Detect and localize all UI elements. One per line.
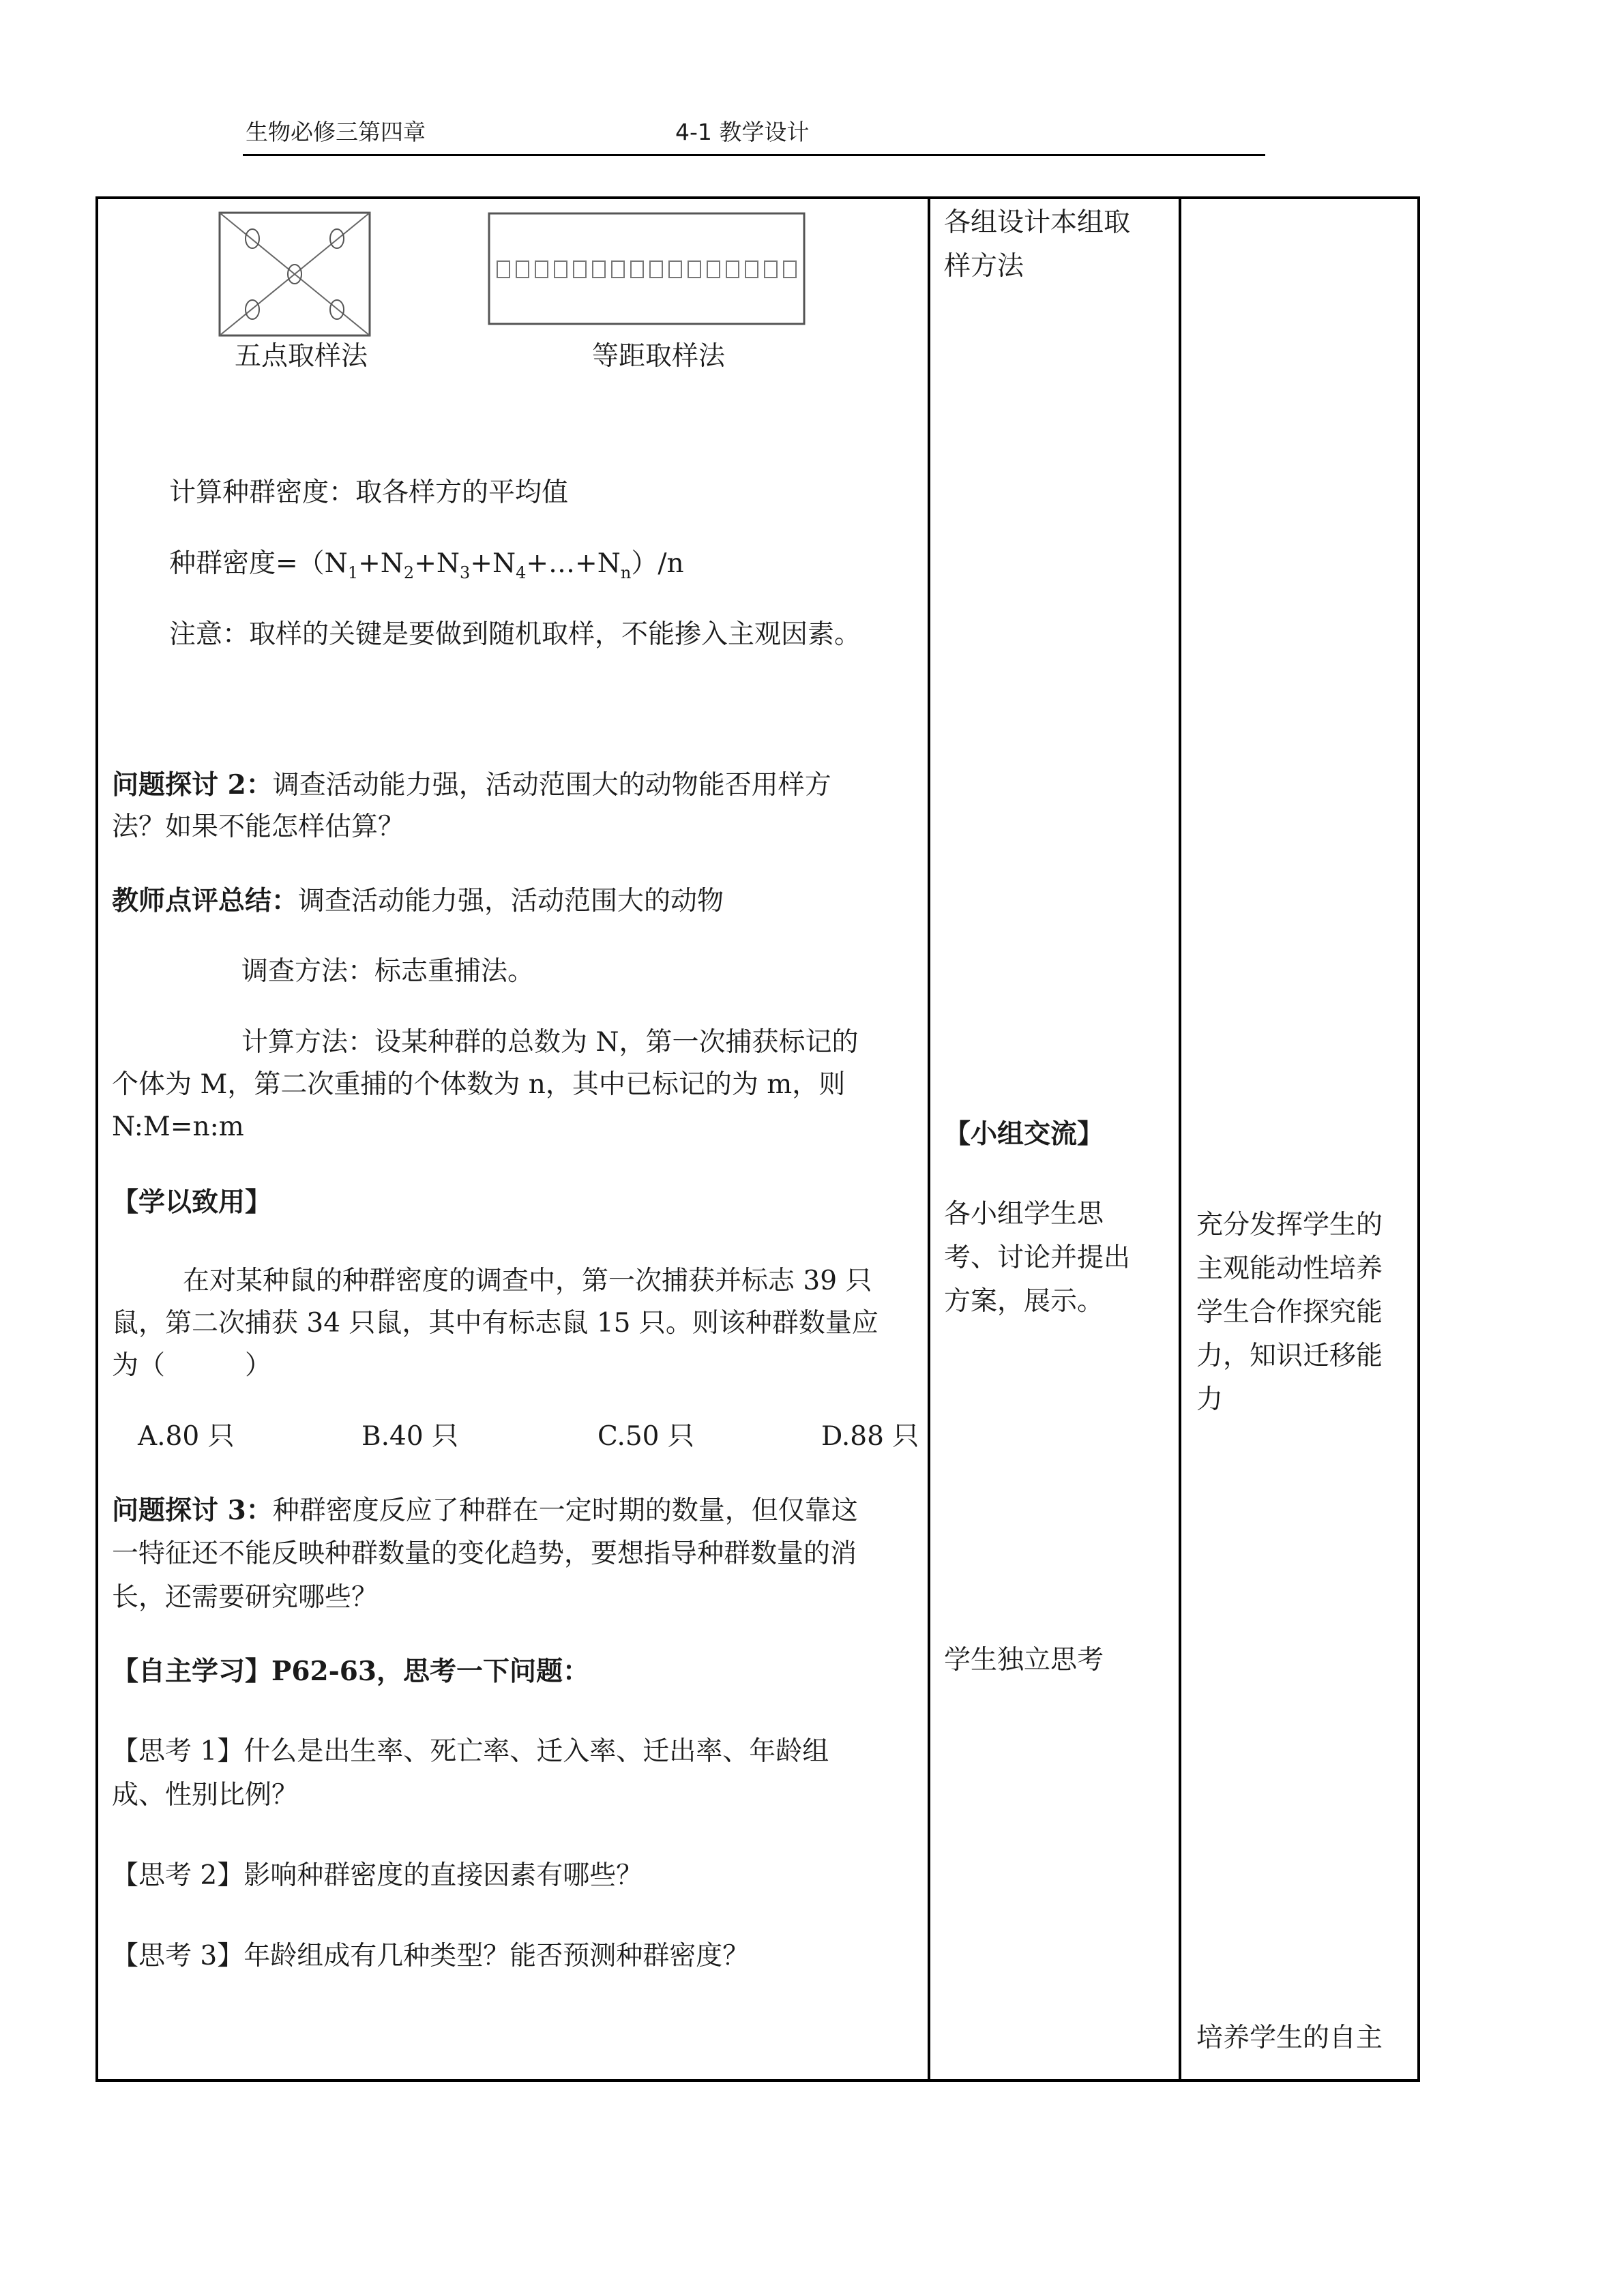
- sample-square: [535, 261, 548, 278]
- sample-square: [669, 261, 681, 278]
- calc-method-line-2: 个体为 M，第二次重捕的个体数为 n，其中已标记的为 m，则: [112, 1069, 846, 1100]
- design-intent-bottom: 培养学生的自主: [1196, 2023, 1383, 2053]
- question-3-line-2: 一特征还不能反映种群数量的变化趋势，要想指导种群数量的消: [112, 1538, 857, 1569]
- group-discussion-title: 【小组交流】: [944, 1118, 1104, 1150]
- five-point-caption: 五点取样法: [235, 341, 368, 372]
- group-activity-line-2: 考、讨论并提出: [944, 1242, 1131, 1273]
- sample-square: [784, 261, 796, 278]
- calc-density-line: 计算种群密度：取各样方的平均值: [169, 477, 569, 508]
- design-intent-line-2: 主观能动性培养: [1196, 1253, 1383, 1284]
- group-activity-line-1: 各小组学生思: [944, 1199, 1104, 1229]
- student-design-line-1: 各组设计本组取: [944, 207, 1131, 238]
- think-1-line-1: 【思考 1】什么是出生率、死亡率、迁入率、迁出率、年龄组: [112, 1736, 829, 1767]
- column-divider-2: [1179, 199, 1181, 2079]
- sample-square: [612, 261, 624, 278]
- sample-square: [593, 261, 605, 278]
- header-rule: [243, 154, 1265, 156]
- question-2-line-1: 问题探讨 2：调查活动能力强，活动范围大的动物能否用样方: [112, 769, 831, 801]
- sample-square: [555, 261, 567, 278]
- sample-square: [745, 261, 758, 278]
- sample-square: [631, 261, 643, 278]
- apply-line-3: 为（ ）: [112, 1350, 272, 1381]
- option-a: A.80 只: [138, 1421, 235, 1452]
- think-1-line-2: 成、性别比例？: [112, 1780, 299, 1810]
- think-3: 【思考 3】年龄组成有几种类型？能否预测种群密度？: [112, 1941, 750, 1971]
- apply-title: 【学以致用】: [112, 1187, 272, 1218]
- option-c: C.50 只: [597, 1421, 694, 1452]
- apply-line-2: 鼠，第二次捕获 34 只鼠，其中有标志鼠 15 只。则该种群数量应: [112, 1308, 879, 1339]
- design-intent-line-5: 力: [1196, 1384, 1224, 1415]
- sample-square: [688, 261, 700, 278]
- student-design-line-2: 样方法: [944, 251, 1024, 282]
- sample-square: [726, 261, 739, 278]
- sample-square: [497, 261, 510, 278]
- sample-square: [765, 261, 777, 278]
- five-point-sampling-diagram: [218, 211, 371, 337]
- header-left: 生物必修三第四章: [246, 119, 426, 145]
- sample-square: [516, 261, 529, 278]
- design-intent-line-3: 学生合作探究能: [1196, 1297, 1383, 1328]
- independent-thinking: 学生独立思考: [944, 1645, 1104, 1675]
- equidistant-sampling-diagram: [488, 212, 806, 325]
- question-3-line-1: 问题探讨 3：种群密度反应了种群在一定时期的数量，但仅靠这: [112, 1495, 858, 1526]
- design-intent-line-4: 力，知识迁移能: [1196, 1341, 1383, 1371]
- group-activity-line-3: 方案，展示。: [944, 1286, 1104, 1317]
- option-d: D.88 只: [821, 1421, 919, 1452]
- apply-line-1: 在对某种鼠的种群密度的调查中，第一次捕获并标志 39 只: [183, 1266, 872, 1296]
- equidistant-caption: 等距取样法: [592, 341, 726, 372]
- sample-square: [707, 261, 720, 278]
- self-study-heading: 【自主学习】P62-63，思考一下问题：: [112, 1656, 590, 1687]
- density-formula: 种群密度$=(N_1+N_2+N_3+N_4+\dots+N_n)/n$: [169, 548, 684, 582]
- lesson-table: [95, 196, 1420, 2082]
- header-right: 4-1 教学设计: [675, 119, 810, 145]
- calc-method-line-1: 计算方法：设某种群的总数为 N，第一次捕获标记的: [241, 1027, 859, 1058]
- teacher-summary: 教师点评总结：调查活动能力强，活动范围大的动物: [112, 885, 724, 916]
- calc-method-line-3: N:M=n:m: [112, 1112, 244, 1142]
- design-intent-line-1: 充分发挥学生的: [1196, 1210, 1383, 1240]
- sample-square: [650, 261, 662, 278]
- question-3-line-3: 长，还需要研究哪些？: [112, 1582, 379, 1613]
- option-b: B.40 只: [361, 1421, 459, 1452]
- column-divider-1: [928, 199, 930, 2079]
- think-2: 【思考 2】影响种群密度的直接因素有哪些？: [112, 1860, 643, 1891]
- sample-square: [574, 261, 586, 278]
- survey-method: 调查方法：标志重捕法。: [241, 956, 535, 987]
- sampling-note: 注意：取样的关键是要做到随机取样，不能掺入主观因素。: [169, 619, 861, 650]
- question-2-line-2: 法？如果不能怎样估算？: [112, 811, 405, 842]
